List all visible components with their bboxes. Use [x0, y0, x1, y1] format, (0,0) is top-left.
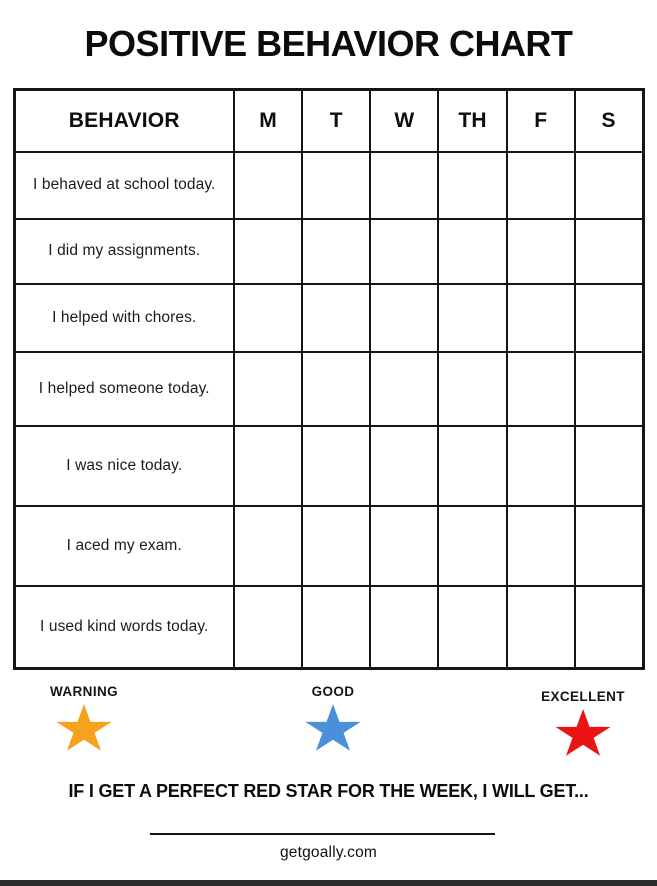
- legend-item-excellent: [541, 689, 625, 756]
- day-cell[interactable]: [234, 152, 302, 219]
- behavior-table: [13, 88, 645, 670]
- page-title: POSITIVE BEHAVIOR CHART: [84, 23, 573, 64]
- day-cell[interactable]: [234, 219, 302, 284]
- day-header-tuesday: T: [302, 90, 370, 152]
- day-cell[interactable]: [575, 426, 643, 506]
- day-cell[interactable]: [302, 506, 370, 586]
- day-header-saturday: S: [575, 90, 643, 152]
- day-cell[interactable]: [438, 586, 506, 669]
- day-cell[interactable]: [302, 284, 370, 352]
- reward-prompt: IF I GET A PERFECT RED STAR FOR THE WEEK, I WILL GET...: [68, 781, 589, 802]
- legend-label-good: GOOD: [311, 684, 355, 700]
- day-cell[interactable]: [507, 586, 575, 669]
- table-row: [14, 284, 643, 352]
- day-cell[interactable]: [234, 284, 302, 352]
- day-cell[interactable]: [507, 426, 575, 506]
- day-cell[interactable]: [302, 426, 370, 506]
- day-cell[interactable]: [507, 352, 575, 426]
- day-cell[interactable]: [370, 586, 438, 669]
- day-cell[interactable]: [370, 426, 438, 506]
- day-cell[interactable]: [370, 219, 438, 284]
- day-cell[interactable]: [302, 152, 370, 219]
- behavior-label: I used kind words today.: [14, 586, 234, 669]
- day-cell[interactable]: [575, 352, 643, 426]
- table-row: [14, 352, 643, 426]
- day-cell[interactable]: [575, 506, 643, 586]
- day-cell[interactable]: [575, 586, 643, 669]
- day-cell[interactable]: [302, 219, 370, 284]
- behavior-label: I helped someone today.: [14, 352, 234, 426]
- day-cell[interactable]: [575, 219, 643, 284]
- day-header-monday: M: [234, 90, 302, 152]
- day-cell[interactable]: [507, 219, 575, 284]
- table-row: [14, 506, 643, 586]
- day-cell[interactable]: [575, 284, 643, 352]
- day-cell[interactable]: [234, 352, 302, 426]
- reward-blank-line[interactable]: [150, 833, 495, 835]
- legend-label-excellent: EXCELLENT: [541, 689, 625, 705]
- table-row: [14, 152, 643, 219]
- table-header-row: [14, 90, 643, 152]
- day-cell[interactable]: [438, 219, 506, 284]
- star-legend: [0, 684, 657, 756]
- day-cell[interactable]: [370, 152, 438, 219]
- behavior-label: I did my assignments.: [14, 219, 234, 284]
- day-cell[interactable]: [234, 586, 302, 669]
- legend-label-warning: WARNING: [49, 684, 119, 700]
- day-header-thursday: TH: [438, 90, 506, 152]
- day-cell[interactable]: [438, 426, 506, 506]
- day-cell[interactable]: [438, 352, 506, 426]
- day-header-friday: F: [507, 90, 575, 152]
- day-cell[interactable]: [370, 506, 438, 586]
- day-cell[interactable]: [234, 426, 302, 506]
- day-cell[interactable]: [370, 284, 438, 352]
- day-cell[interactable]: [370, 352, 438, 426]
- behavior-column-header: BEHAVIOR: [14, 90, 234, 152]
- day-cell[interactable]: [438, 284, 506, 352]
- day-cell[interactable]: [507, 506, 575, 586]
- footer-site-url: getgoally.com: [279, 844, 378, 862]
- star-icon: [554, 709, 612, 756]
- table-row: [14, 586, 643, 669]
- legend-item-good: [304, 684, 362, 751]
- behavior-label: I aced my exam.: [14, 506, 234, 586]
- day-cell[interactable]: [302, 352, 370, 426]
- day-cell[interactable]: [302, 586, 370, 669]
- day-cell[interactable]: [507, 284, 575, 352]
- table-row: [14, 426, 643, 506]
- star-icon: [55, 704, 113, 751]
- footer-bar: [0, 880, 657, 886]
- star-icon: [304, 704, 362, 751]
- behavior-label: I was nice today.: [14, 426, 234, 506]
- behavior-label: I behaved at school today.: [14, 152, 234, 219]
- day-cell[interactable]: [234, 506, 302, 586]
- day-cell[interactable]: [438, 506, 506, 586]
- behavior-label: I helped with chores.: [14, 284, 234, 352]
- day-cell[interactable]: [507, 152, 575, 219]
- day-cell[interactable]: [575, 152, 643, 219]
- table-row: [14, 219, 643, 284]
- day-header-wednesday: W: [370, 90, 438, 152]
- day-cell[interactable]: [438, 152, 506, 219]
- legend-item-warning: [50, 684, 118, 751]
